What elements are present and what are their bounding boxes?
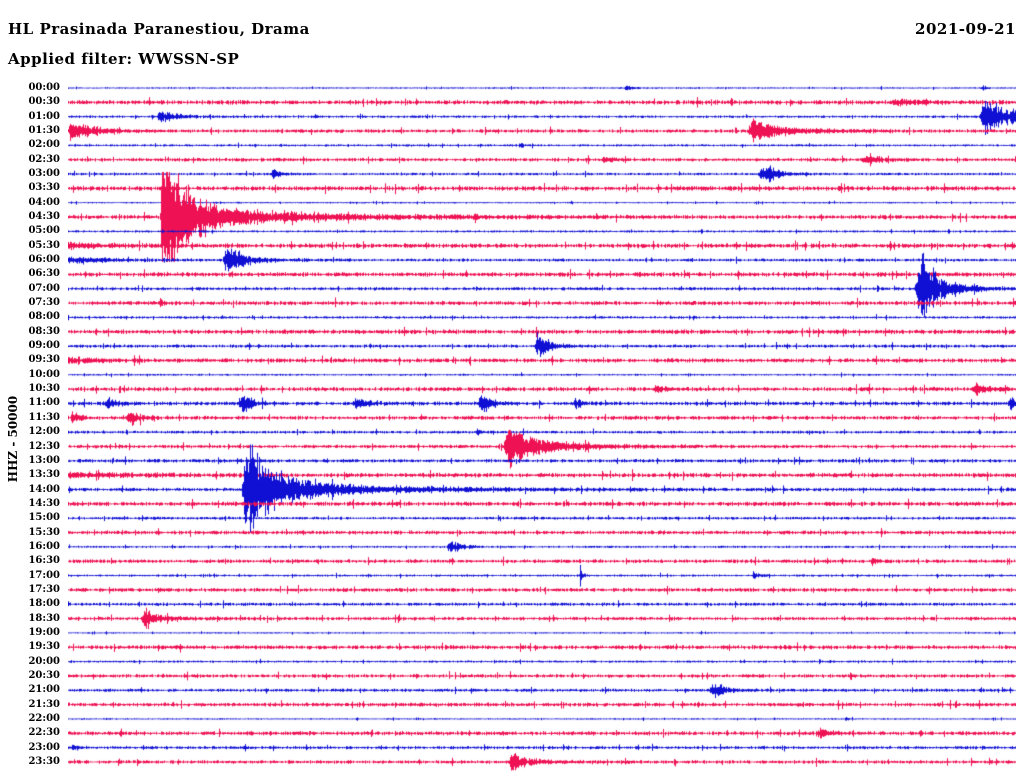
row-label: 13:00: [28, 454, 60, 466]
row-label: 11:30: [28, 411, 60, 423]
row-label: 04:30: [28, 211, 60, 223]
row-label: 14:00: [28, 483, 60, 495]
row-label: 11:00: [28, 397, 60, 409]
row-label: 16:30: [28, 555, 60, 567]
row-label: 15:30: [28, 526, 60, 538]
row-label: 09:00: [28, 340, 60, 352]
row-label: 08:00: [28, 311, 60, 323]
row-label: 21:30: [28, 698, 60, 710]
row-label: 19:00: [28, 626, 60, 638]
row-label: 01:30: [28, 125, 60, 137]
row-label: 02:30: [28, 153, 60, 165]
row-label: 03:30: [28, 182, 60, 194]
row-label: 22:00: [28, 712, 60, 724]
row-label: 18:00: [28, 598, 60, 610]
record-date: 2021-09-21: [915, 20, 1016, 38]
row-label: 02:00: [28, 139, 60, 151]
row-label: 15:00: [28, 512, 60, 524]
row-label: 16:00: [28, 540, 60, 552]
row-label: 20:00: [28, 655, 60, 667]
row-label: 00:00: [28, 82, 60, 93]
row-label: 14:30: [28, 497, 60, 509]
row-label: 05:00: [28, 225, 60, 237]
row-label: 07:00: [28, 282, 60, 294]
row-label: 10:00: [28, 368, 60, 380]
row-label: 00:30: [28, 96, 60, 108]
row-label: 01:00: [28, 110, 60, 122]
row-label: 06:00: [28, 254, 60, 266]
trace-canvas: [68, 80, 1016, 780]
row-label: 12:00: [28, 426, 60, 438]
row-label: 19:30: [28, 641, 60, 653]
row-label: 21:00: [28, 684, 60, 696]
row-label: 12:30: [28, 440, 60, 452]
applied-filter-label: Applied filter: WWSSN-SP: [8, 50, 240, 68]
row-label: 13:30: [28, 469, 60, 481]
row-label: 06:30: [28, 268, 60, 280]
row-label: 09:30: [28, 354, 60, 366]
row-label: 07:30: [28, 297, 60, 309]
row-label: 10:30: [28, 383, 60, 395]
row-label: 22:30: [28, 727, 60, 739]
row-label: 17:30: [28, 583, 60, 595]
row-label: 17:00: [28, 569, 60, 581]
row-label: 20:30: [28, 669, 60, 681]
row-label: 08:30: [28, 325, 60, 337]
row-label: 23:30: [28, 755, 60, 767]
row-label: 04:00: [28, 196, 60, 208]
row-label: 03:00: [28, 168, 60, 180]
y-axis-label: HHZ - 50000: [6, 395, 20, 483]
station-title: HL Prasinada Paranestiou, Drama: [8, 20, 310, 38]
row-label: 23:00: [28, 741, 60, 753]
row-label: 18:30: [28, 612, 60, 624]
row-label: 05:30: [28, 239, 60, 251]
